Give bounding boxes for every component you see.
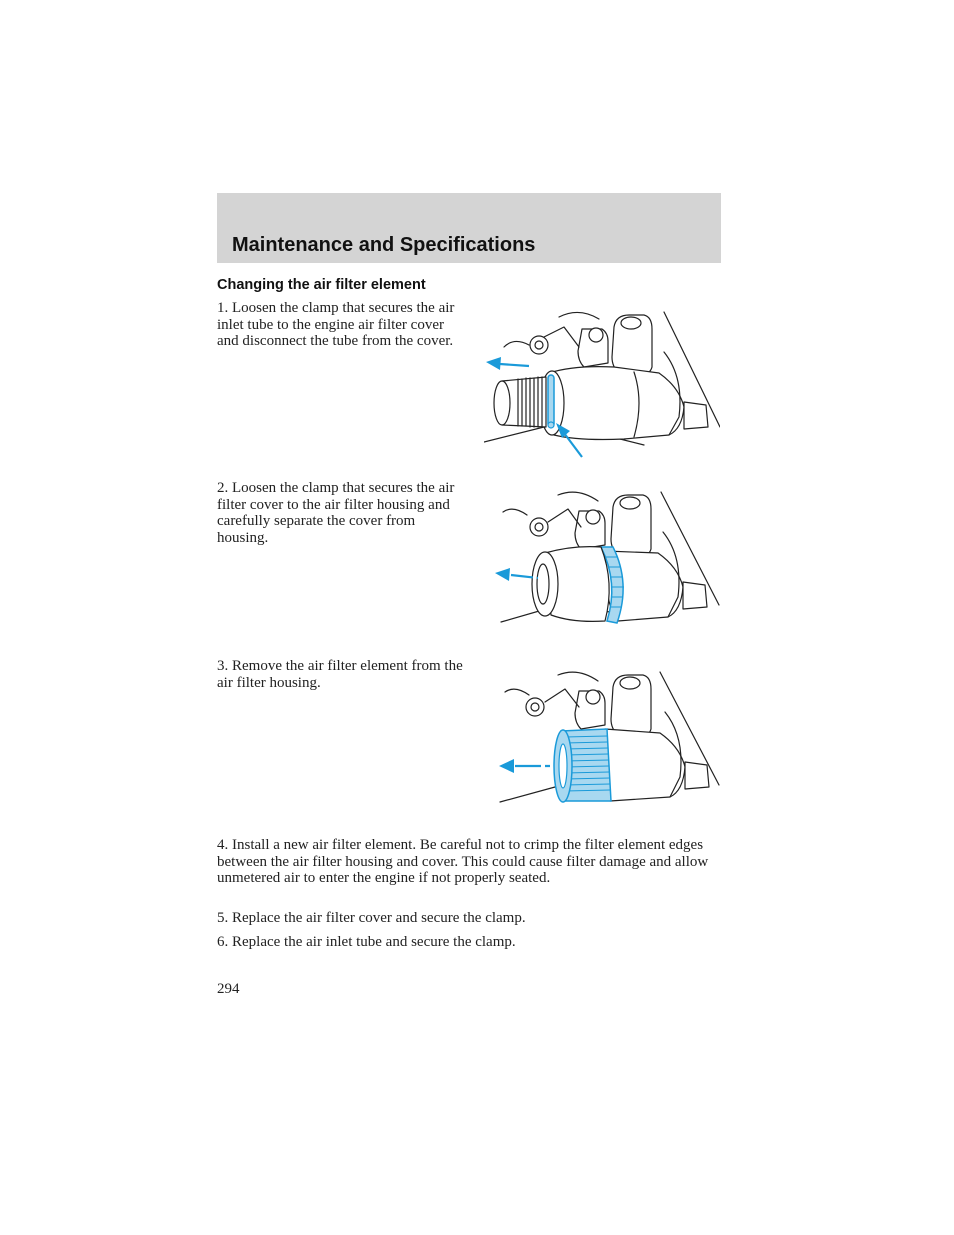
step-6-text: 6. Replace the air inlet tube and secure the clamp. [217, 934, 516, 950]
figure-separate-cover [493, 487, 720, 633]
header-bar [217, 193, 721, 263]
figure-remove-filter-element [495, 667, 720, 813]
page-title: Maintenance and Specifications [232, 234, 536, 256]
figure-disconnect-inlet-tube [484, 307, 720, 459]
page-number: 294 [217, 981, 240, 997]
section-heading: Changing the air filter element [217, 277, 426, 293]
step-2-text: 2. Loosen the clamp that secures the air filter cover to the air filter housing and carefully separate the cover from housing. [217, 480, 455, 546]
step-1-text: 1. Loosen the clamp that secures the air inlet tube to the engine air filter cover and disconnect the tube from the cover. [217, 300, 455, 349]
step-3-text: 3. Remove the air filter element from the air filter housing. [217, 658, 463, 691]
arrow-left-icon [486, 357, 529, 370]
step-5-text: 5. Replace the air filter cover and secure the clamp. [217, 910, 526, 926]
step-4-text: 4. Install a new air filter element. Be careful not to crimp the filter element edges between the air filter housing and cover. This could cause filter damage and allow unmetered air to enter the engine if not properly seated. [217, 837, 709, 886]
arrow-left-icon [499, 759, 550, 773]
